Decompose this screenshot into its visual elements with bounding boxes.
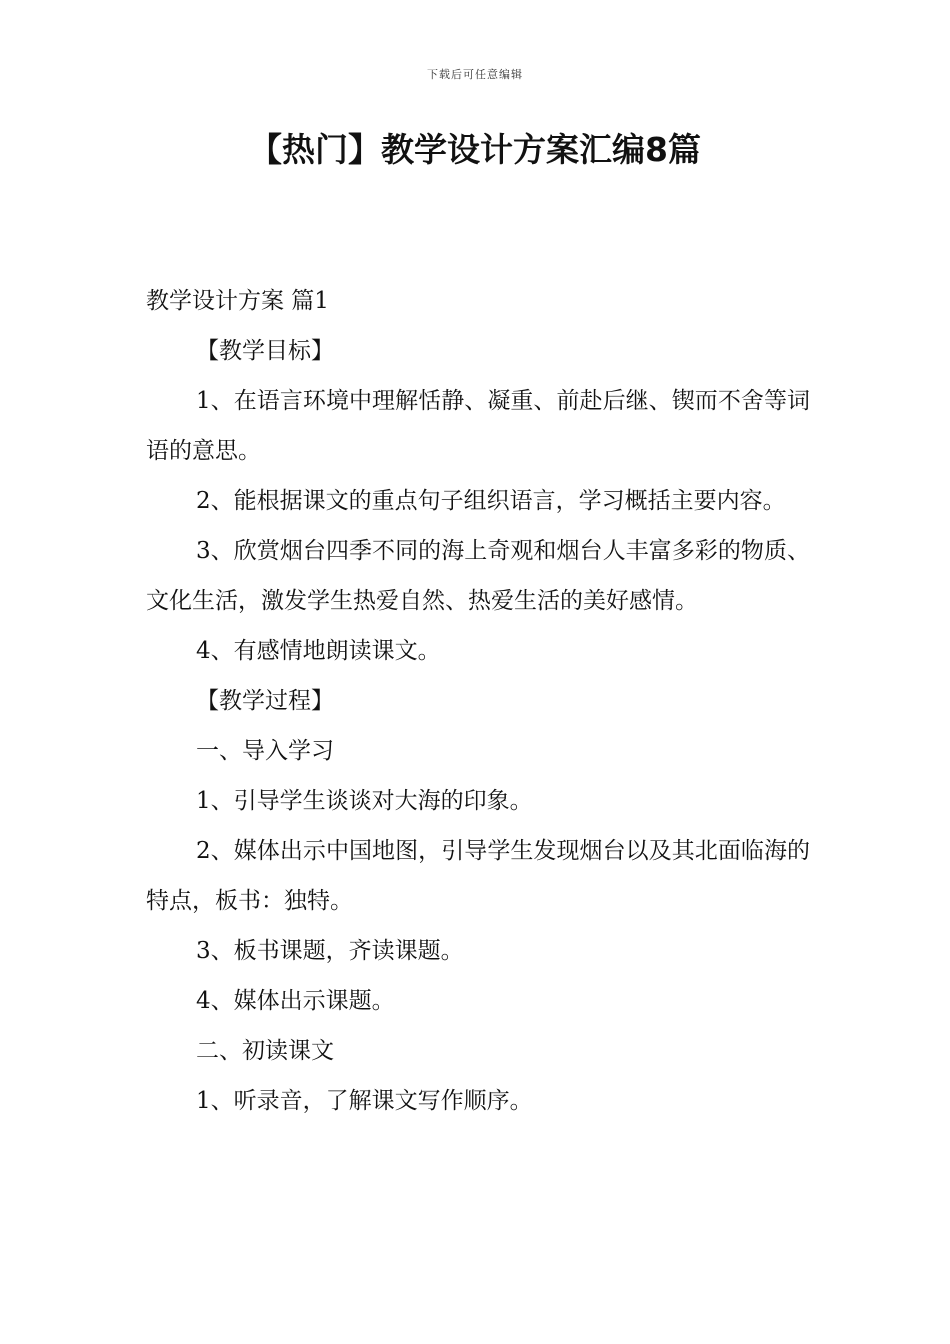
objective-item: 1、在语言环境中理解恬静、凝重、前赴后继、锲而不舍等词语的意思。 (146, 388, 810, 464)
part1-item: 3、板书课题，齐读课题。 (196, 938, 464, 964)
part1-heading: 一、导入学习 (196, 738, 334, 764)
header-note: 下载后可任意编辑 (427, 68, 523, 81)
document-body (146, 276, 810, 1126)
objective-item: 4、有感情地朗读课文。 (196, 638, 441, 664)
part1-item: 1、引导学生谈谈对大海的印象。 (196, 788, 533, 814)
section-heading: 教学设计方案 篇1 (146, 288, 329, 314)
part2-heading: 二、初读课文 (196, 1038, 334, 1064)
objectives-heading: 【教学目标】 (196, 338, 334, 364)
objective-item: 3、欣赏烟台四季不同的海上奇观和烟台人丰富多彩的物质、文化生活，激发学生热爱自然、热爱生活的美好感情。 (146, 538, 810, 614)
part2-item: 1、听录音，了解课文写作顺序。 (196, 1088, 533, 1114)
part1-item: 4、媒体出示课题。 (196, 988, 395, 1014)
part1-item: 2、媒体出示中国地图，引导学生发现烟台以及其北面临海的特点，板书：独特。 (146, 838, 810, 914)
objective-item: 2、能根据课文的重点句子组织语言，学习概括主要内容。 (196, 488, 786, 514)
document-title: 【热门】教学设计方案汇编8篇 (249, 130, 701, 169)
process-heading: 【教学过程】 (196, 688, 334, 714)
